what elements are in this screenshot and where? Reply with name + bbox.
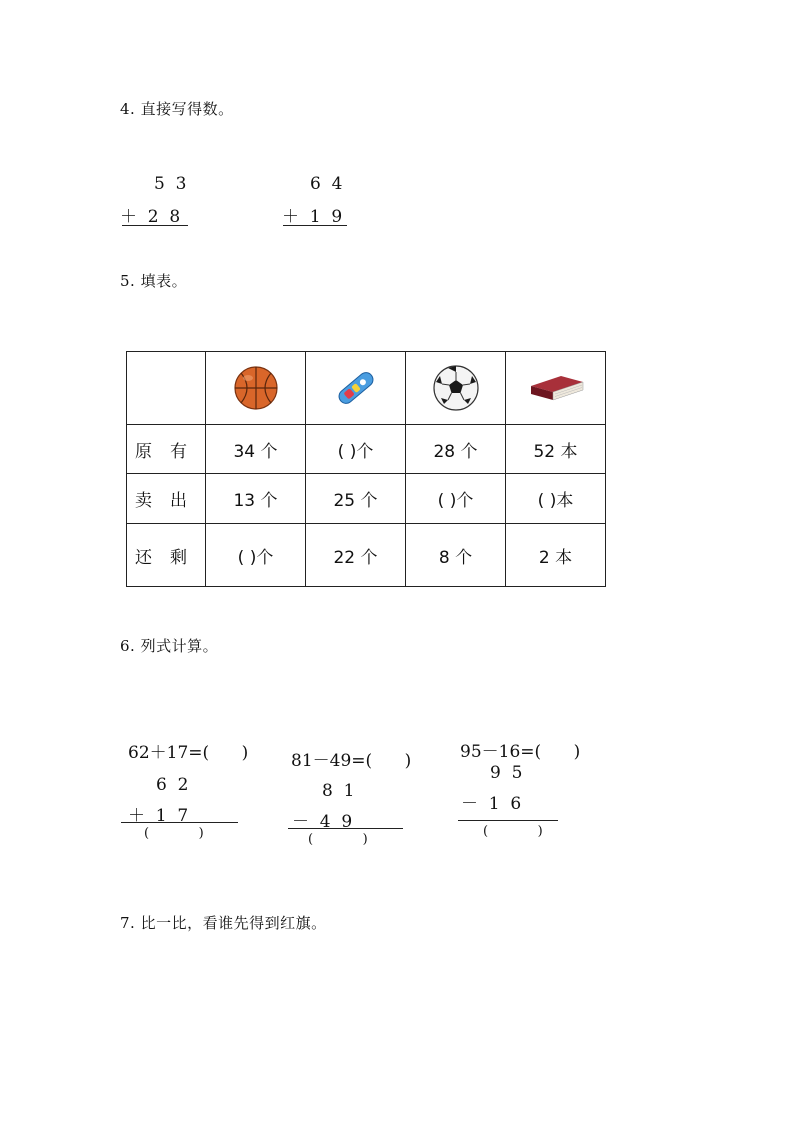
top-operand: 6 2 — [156, 775, 189, 795]
skateboard-icon — [333, 368, 379, 408]
top-operand: 8 1 — [322, 781, 355, 801]
result-line — [458, 820, 558, 821]
equation-1: 62＋17=( ) — [128, 743, 249, 763]
basketball-icon — [233, 365, 279, 411]
table-header-row — [127, 352, 606, 425]
table-cell: 28 个 — [406, 425, 506, 474]
table-row — [127, 474, 606, 524]
answer-blank[interactable]: ( ) — [483, 824, 543, 839]
table-cell: 2 本 — [506, 524, 606, 587]
table-cell-blank[interactable]: ( )个 — [206, 524, 306, 587]
basketball-cell — [206, 352, 306, 425]
table-cell-blank[interactable]: ( )个 — [306, 425, 406, 474]
table-cell: 52 本 — [506, 425, 606, 474]
row-label: 原有 — [127, 425, 206, 474]
row-label: 卖出 — [127, 474, 206, 524]
answer-blank[interactable]: ( ) — [308, 832, 368, 847]
table-cell: 25 个 — [306, 474, 406, 524]
skateboard-cell — [306, 352, 406, 425]
book-cell — [506, 352, 606, 425]
bottom-operand: ＋ 2 8 — [120, 207, 181, 227]
bottom-operand: ＋ 1 7 — [128, 806, 189, 826]
bottom-operand: ＋ 1 9 — [282, 207, 343, 227]
top-operand: 6 4 — [310, 174, 343, 194]
book-icon — [527, 372, 585, 404]
answer-blank[interactable]: ( ) — [144, 826, 204, 841]
row-label: 还剩 — [127, 524, 206, 587]
equation-2: 81－49=( ) — [291, 751, 412, 771]
result-line — [288, 828, 403, 829]
table-cell: 8 个 — [406, 524, 506, 587]
table-cell: 13 个 — [206, 474, 306, 524]
top-operand: 5 3 — [154, 174, 187, 194]
question-5-title: 5. 填表。 — [120, 272, 188, 290]
table-cell-blank[interactable]: ( )本 — [506, 474, 606, 524]
sum-line — [122, 225, 188, 226]
table-cell: 22 个 — [306, 524, 406, 587]
fill-table — [126, 351, 606, 587]
result-line — [121, 822, 238, 823]
sum-line — [283, 225, 347, 226]
question-4-title: 4. 直接写得数。 — [120, 100, 234, 118]
soccer-ball-icon — [432, 364, 480, 412]
equation-3: 95－16=( ) — [460, 742, 581, 762]
question-7-title: 7. 比一比，看谁先得到红旗。 — [120, 914, 327, 932]
bottom-operand: － 4 9 — [292, 812, 353, 832]
table-row — [127, 425, 606, 474]
table-corner-cell — [127, 352, 206, 425]
table-cell: 34 个 — [206, 425, 306, 474]
question-6-title: 6. 列式计算。 — [120, 637, 219, 655]
table-cell-blank[interactable]: ( )个 — [406, 474, 506, 524]
soccer-ball-cell — [406, 352, 506, 425]
top-operand: 9 5 — [490, 763, 523, 783]
table-row — [127, 524, 606, 587]
bottom-operand: － 1 6 — [461, 794, 522, 814]
